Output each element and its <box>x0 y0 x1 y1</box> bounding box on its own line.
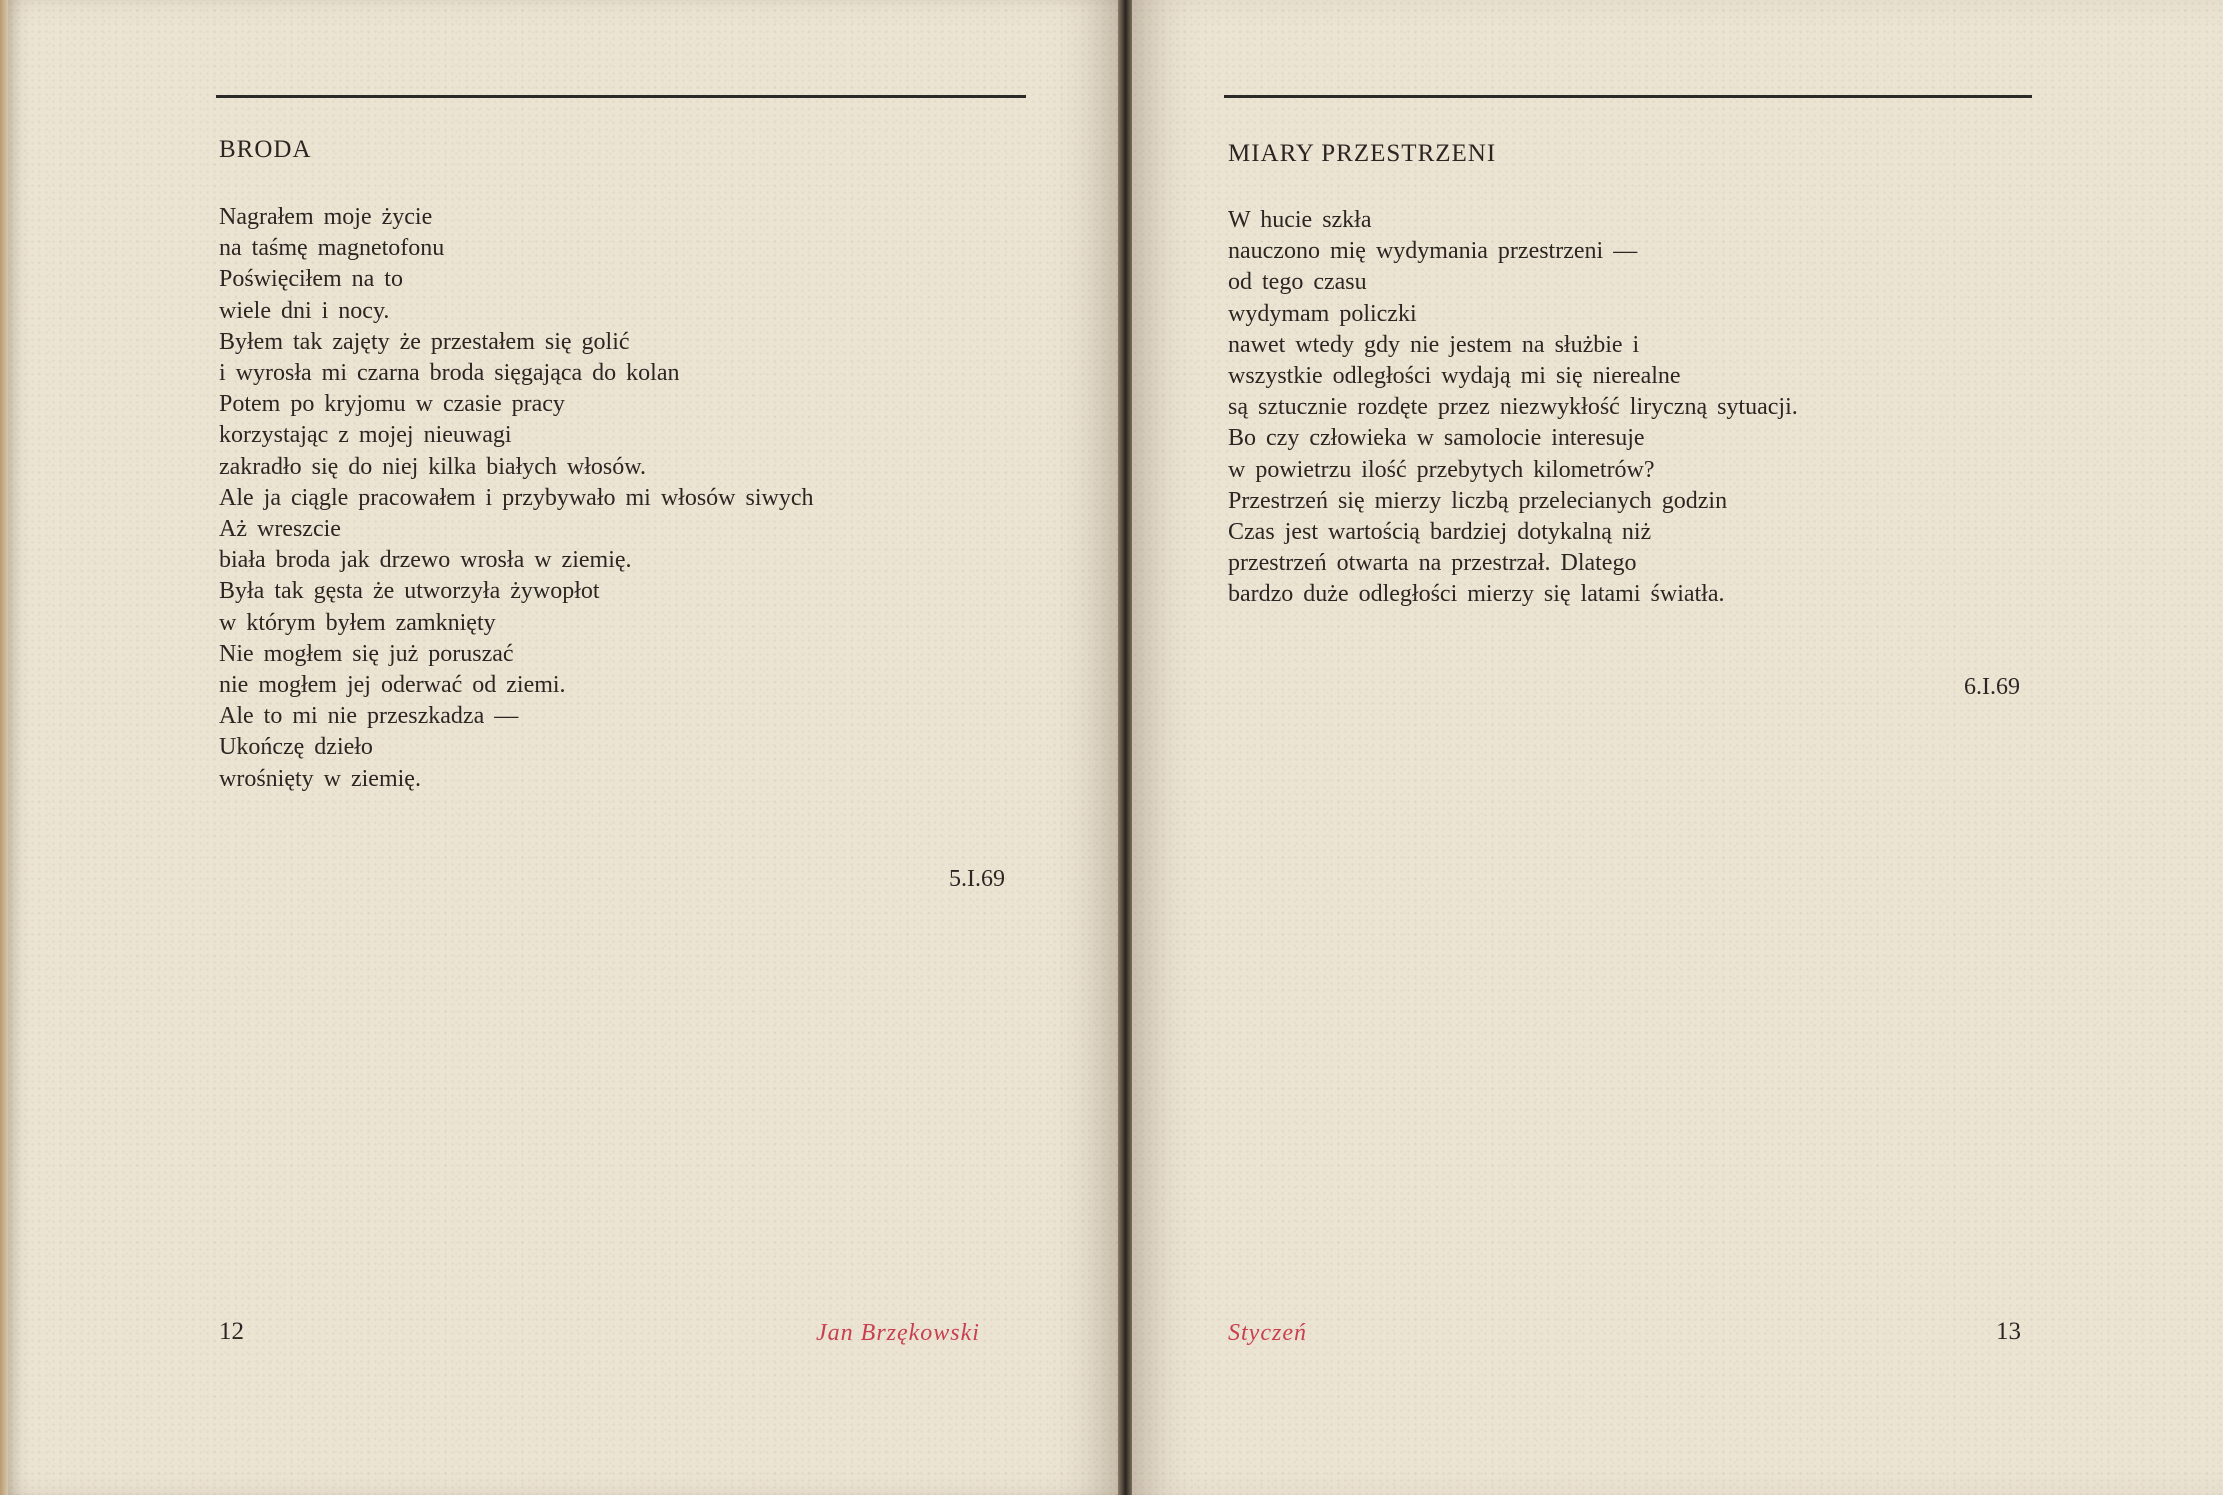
poem-body <box>1228 205 1798 611</box>
poem-line: Ale ja ciągle pracowałem i przybywało mi włosów siwych <box>219 484 814 511</box>
poem-line: od tego czasu <box>1228 269 1367 296</box>
poem-line: nawet wtedy gdy nie jestem na służbie i <box>1228 331 1640 358</box>
poem-line: w którym byłem zamknięty <box>219 609 496 636</box>
poem-title: MIARY PRZESTRZENI <box>1228 140 1497 167</box>
poem-line: są sztucznie rozdęte przez niezwykłość liryczną sytuacji. <box>1228 394 1798 421</box>
poem-line: wiele dni i nocy. <box>219 297 390 324</box>
poem-line: nauczono mię wydymania przestrzeni — <box>1228 238 1638 265</box>
poem-line: na taśmę magnetofonu <box>219 235 445 262</box>
poem-line: wydymam policzki <box>1228 300 1417 327</box>
poem-line: Nagrałem moje życie <box>219 204 433 230</box>
poem-line: Poświęciłem na to <box>219 266 403 293</box>
page-number: 13 <box>1996 1318 2021 1345</box>
poem-date: 6.I.69 <box>1964 674 2020 700</box>
poem-body <box>219 202 814 795</box>
poem-date: 5.I.69 <box>949 866 1005 892</box>
poem-title: BRODA <box>219 136 312 163</box>
poem-line: korzystając z mojej nieuwagi <box>219 422 512 449</box>
poem-line: Przestrzeń się mierzy liczbą przelecianych godzin <box>1228 487 1728 514</box>
poem-line: Ukończę dzieło <box>219 734 373 761</box>
poem-line: wszystkie odległości wydają mi się nierealne <box>1228 363 1681 390</box>
header-rule <box>216 95 1026 98</box>
running-head-month: Styczeń <box>1228 1320 1307 1346</box>
poem-line: Nie mogłem się już poruszać <box>219 640 514 667</box>
book-gutter <box>1118 0 1132 1495</box>
poem-line: Czas jest wartością bardziej dotykalną niż <box>1228 519 1652 546</box>
right-page <box>1132 0 2223 1495</box>
poem-line: Bo czy człowieka w samolocie interesuje <box>1228 425 1645 452</box>
poem-line: Ale to mi nie przeszkadza — <box>219 703 519 730</box>
poem-line: biała broda jak drzewo wrosła w ziemię. <box>219 547 632 574</box>
poem-line: w powietrzu ilość przebytych kilometrów? <box>1228 456 1655 483</box>
poem-line: W hucie szkła <box>1228 207 1372 233</box>
header-rule <box>1224 95 2032 98</box>
left-page <box>8 0 1118 1495</box>
poem-line: Była tak gęsta że utworzyła żywopłot <box>219 578 600 605</box>
poem-line: Potem po kryjomu w czasie pracy <box>219 391 565 418</box>
running-head-author: Jan Brzękowski <box>816 1320 980 1346</box>
poem-line: przestrzeń otwarta na przestrzał. Dlatego <box>1228 550 1637 577</box>
poem-line: bardzo duże odległości mierzy się latami światła. <box>1228 581 1725 608</box>
book-edge <box>0 0 8 1495</box>
poem-line: Byłem tak zajęty że przestałem się golić <box>219 328 630 355</box>
poem-line: zakradło się do niej kilka białych włosów. <box>219 453 647 480</box>
poem-line: wrośnięty w ziemię. <box>219 765 421 792</box>
page-number: 12 <box>219 1318 244 1345</box>
poem-line: Aż wreszcie <box>219 516 341 543</box>
poem-line: nie mogłem jej oderwać od ziemi. <box>219 672 566 699</box>
poem-line: i wyrosła mi czarna broda sięgająca do kolan <box>219 360 680 387</box>
